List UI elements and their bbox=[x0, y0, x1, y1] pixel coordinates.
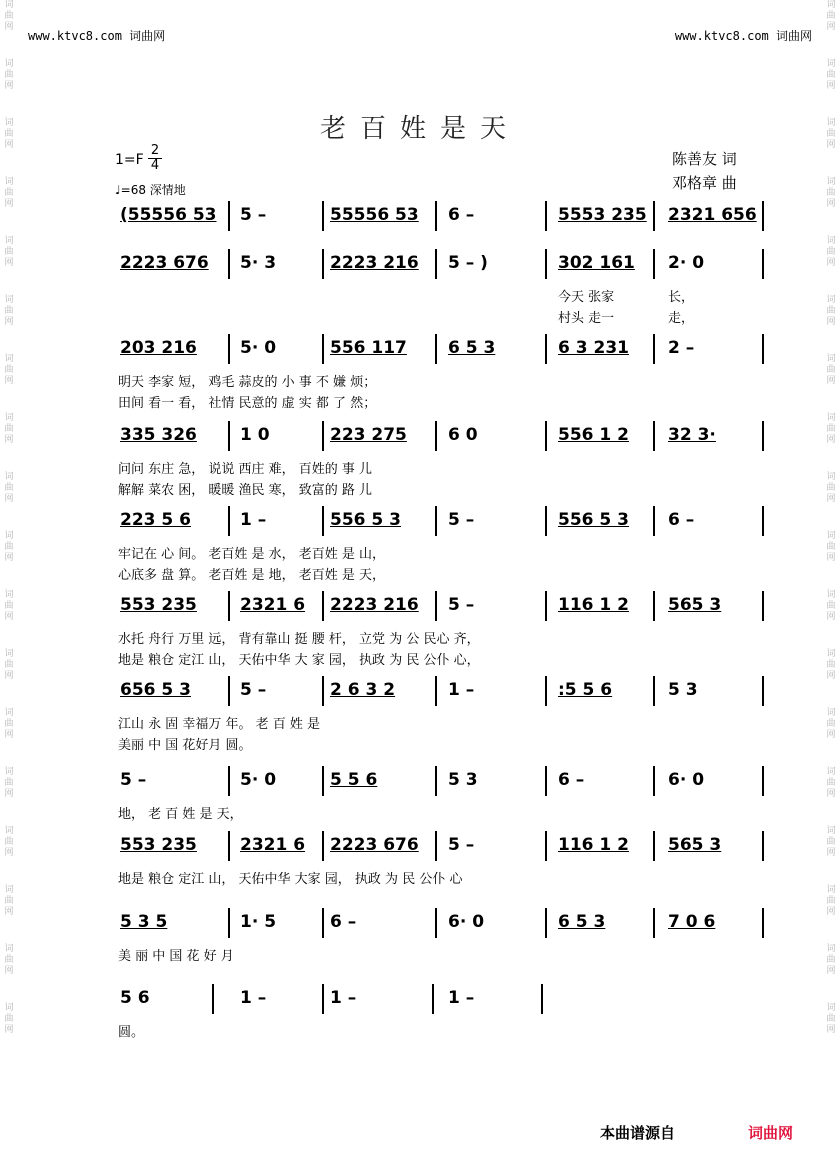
measure-notes: 5 – bbox=[448, 595, 475, 615]
bar-line bbox=[435, 334, 437, 364]
measure-notes: 116 1 2 bbox=[558, 595, 629, 615]
lyric-verse-1: 长， bbox=[668, 290, 695, 305]
bar-line bbox=[762, 334, 764, 364]
time-sig-top: 2 bbox=[148, 144, 162, 159]
bar-line bbox=[228, 831, 230, 861]
bar-line bbox=[435, 831, 437, 861]
measure-notes: 1 – bbox=[240, 988, 267, 1008]
measure-notes: 2223 676 bbox=[330, 835, 419, 855]
bar-line bbox=[545, 831, 547, 861]
tempo-marking: ♩=68 深情地 bbox=[115, 183, 186, 197]
bar-line bbox=[435, 506, 437, 536]
measure-notes: 203 216 bbox=[120, 338, 197, 358]
lyric-verse-1: 今天 张家 bbox=[558, 290, 615, 305]
measure-notes: 1 – bbox=[330, 988, 357, 1008]
measure-notes: 6 – bbox=[668, 510, 695, 530]
bar-line bbox=[435, 766, 437, 796]
bar-line bbox=[432, 984, 434, 1014]
measure-notes: 556 5 3 bbox=[558, 510, 629, 530]
bar-line bbox=[653, 249, 655, 279]
lyric-verse-2: 村头 走一 bbox=[558, 311, 615, 326]
bar-line bbox=[435, 676, 437, 706]
measure-notes: 5 – bbox=[448, 510, 475, 530]
bar-line bbox=[762, 908, 764, 938]
bar-line bbox=[228, 591, 230, 621]
measure-notes: 5 – bbox=[120, 770, 147, 790]
lyric-verse-1: 牢记在 心 间。 老百姓 是 水， 老百姓 是 山， bbox=[118, 547, 386, 562]
lyric-verse-2: 解解 菜农 困， 暖暖 渔民 寒， 致富的 路 儿 bbox=[118, 483, 373, 498]
measure-notes: 6 5 3 bbox=[558, 912, 606, 932]
bar-line bbox=[322, 984, 324, 1014]
bar-line bbox=[322, 201, 324, 231]
bar-line bbox=[762, 676, 764, 706]
bar-line bbox=[653, 831, 655, 861]
lyric-verse-1: 问问 东庄 急， 说说 西庄 难， 百姓的 事 儿 bbox=[118, 462, 373, 477]
bar-line bbox=[762, 766, 764, 796]
bar-line bbox=[228, 766, 230, 796]
footer-source-site[interactable]: 词曲网 bbox=[748, 1124, 794, 1142]
lyricist: 陈善友 词 bbox=[672, 150, 737, 168]
measure-notes: 2321 6 bbox=[240, 835, 306, 855]
composer: 邓格章 曲 bbox=[672, 174, 737, 192]
measure-notes: 6 3 231 bbox=[558, 338, 629, 358]
bar-line bbox=[435, 249, 437, 279]
measure-notes: 553 235 bbox=[120, 595, 197, 615]
bar-line bbox=[545, 421, 547, 451]
measure-notes: 6 0 bbox=[448, 425, 478, 445]
footer-source-label: 本曲谱源自 bbox=[600, 1124, 676, 1142]
bar-line bbox=[435, 591, 437, 621]
measure-notes: 6· 0 bbox=[448, 912, 485, 932]
measure-notes: 2 – bbox=[668, 338, 695, 358]
bar-line bbox=[435, 201, 437, 231]
bar-line bbox=[322, 831, 324, 861]
measure-notes: 335 326 bbox=[120, 425, 197, 445]
bar-line bbox=[653, 506, 655, 536]
measure-notes: 6 – bbox=[330, 912, 357, 932]
bar-line bbox=[322, 676, 324, 706]
measure-notes: 116 1 2 bbox=[558, 835, 629, 855]
bar-line bbox=[653, 421, 655, 451]
measure-notes: 565 3 bbox=[668, 835, 722, 855]
bar-line bbox=[322, 591, 324, 621]
measure-notes: 6 5 3 bbox=[448, 338, 496, 358]
bar-line bbox=[435, 421, 437, 451]
watermark-right: 词 曲 网 词 曲 网 词 曲 网 词 曲 网 词 曲 网 词 曲 网 词 曲 网 词 曲 网 词 曲 网 词 曲 网 词 曲 网 词 曲 网 词 曲 网 词 曲 网 词 曲 网 词 曲 网 词 曲 网 词 曲 网 bbox=[826, 0, 836, 1035]
time-sig-bottom: 4 bbox=[150, 158, 160, 173]
measure-notes: 2 6 3 2 bbox=[330, 680, 396, 700]
header-left: www.ktvc8.com 词曲网 bbox=[28, 29, 166, 43]
measure-notes: 1 0 bbox=[240, 425, 270, 445]
measure-notes: 556 1 2 bbox=[558, 425, 629, 445]
measure-notes: 1 – bbox=[448, 988, 475, 1008]
bar-line bbox=[653, 591, 655, 621]
bar-line bbox=[545, 249, 547, 279]
bar-line bbox=[322, 766, 324, 796]
measure-notes: 2223 216 bbox=[330, 253, 419, 273]
bar-line bbox=[228, 676, 230, 706]
measure-notes: 2223 216 bbox=[330, 595, 419, 615]
measure-notes: 1 – bbox=[448, 680, 475, 700]
lyric-verse-2: 走， bbox=[668, 311, 695, 326]
bar-line bbox=[545, 766, 547, 796]
measure-notes: :5 5 6 bbox=[558, 680, 613, 700]
bar-line bbox=[541, 984, 543, 1014]
bar-line bbox=[322, 334, 324, 364]
measure-notes: 5 – bbox=[448, 835, 475, 855]
lyric-verse-1: 明天 李家 短， 鸡毛 蒜皮的 小 事 不 嫌 烦； bbox=[118, 375, 377, 390]
bar-line bbox=[762, 506, 764, 536]
measure-notes: 5· 0 bbox=[240, 770, 277, 790]
bar-line bbox=[228, 201, 230, 231]
measure-notes: 6· 0 bbox=[668, 770, 705, 790]
measure-notes: 223 275 bbox=[330, 425, 407, 445]
bar-line bbox=[322, 506, 324, 536]
measure-notes: 5 6 bbox=[120, 988, 150, 1008]
measure-notes: 1· 5 bbox=[240, 912, 277, 932]
bar-line bbox=[545, 591, 547, 621]
bar-line bbox=[545, 334, 547, 364]
measure-notes: 2321 656 bbox=[668, 205, 757, 225]
bar-line bbox=[762, 201, 764, 231]
bar-line bbox=[212, 984, 214, 1014]
measure-notes: 656 5 3 bbox=[120, 680, 191, 700]
measure-notes: 5 3 bbox=[668, 680, 698, 700]
measure-notes: 556 5 3 bbox=[330, 510, 401, 530]
bar-line bbox=[762, 831, 764, 861]
measure-notes: 32 3· bbox=[668, 425, 716, 445]
measure-notes: 2· 0 bbox=[668, 253, 705, 273]
bar-line bbox=[228, 421, 230, 451]
measure-notes: 5 3 bbox=[448, 770, 478, 790]
bar-line bbox=[545, 908, 547, 938]
lyric-verse-1: 地， 老 百 姓 是 天， bbox=[118, 807, 243, 822]
lyric-verse-2: 地是 粮仓 定江 山， 天佑中华 大 家 园， 执政 为 民 公仆 心， bbox=[118, 653, 480, 668]
bar-line bbox=[762, 591, 764, 621]
measure-notes: 302 161 bbox=[558, 253, 635, 273]
measure-notes: 5 3 5 bbox=[120, 912, 168, 932]
bar-line bbox=[322, 249, 324, 279]
bar-line bbox=[653, 334, 655, 364]
header-right: www.ktvc8.com 词曲网 bbox=[674, 29, 812, 43]
bar-line bbox=[653, 908, 655, 938]
measure-notes: 5 – bbox=[240, 205, 267, 225]
bar-line bbox=[653, 766, 655, 796]
bar-line bbox=[545, 201, 547, 231]
lyric-verse-1: 美 丽 中 国 花 好 月 bbox=[118, 949, 234, 964]
measure-notes: 553 235 bbox=[120, 835, 197, 855]
bar-line bbox=[653, 201, 655, 231]
bar-line bbox=[228, 249, 230, 279]
measure-notes: 6 – bbox=[448, 205, 475, 225]
measure-notes: 6 – bbox=[558, 770, 585, 790]
measure-notes: 5 – bbox=[240, 680, 267, 700]
measure-notes: 1 – bbox=[240, 510, 267, 530]
key-signature: 1=F bbox=[115, 152, 144, 168]
lyric-verse-2: 美丽 中 国 花好月 圆。 bbox=[118, 738, 252, 753]
measure-notes: 565 3 bbox=[668, 595, 722, 615]
measure-notes: 5 – ) bbox=[448, 253, 488, 273]
lyric-verse-2: 田间 看一 看， 社情 民意的 虚 实 都 了 然； bbox=[118, 396, 377, 411]
lyric-verse-1: 圆。 bbox=[118, 1025, 145, 1040]
measure-notes: 5· 3 bbox=[240, 253, 277, 273]
lyric-verse-1: 地是 粮仓 定江 山， 天佑中华 大家 园， 执政 为 民 公仆 心 bbox=[118, 872, 463, 887]
measure-notes: 223 5 6 bbox=[120, 510, 191, 530]
bar-line bbox=[653, 676, 655, 706]
page-title: 老百姓是天 bbox=[319, 114, 520, 144]
measure-notes: 556 117 bbox=[330, 338, 407, 358]
lyric-verse-2: 心底多 盘 算。 老百姓 是 地， 老百姓 是 天， bbox=[118, 568, 386, 583]
lyric-verse-1: 水托 舟行 万里 远， 背有靠山 挺 腰 杆， 立党 为 公 民心 齐， bbox=[118, 632, 480, 647]
measure-notes: 5· 0 bbox=[240, 338, 277, 358]
measure-notes: 7 0 6 bbox=[668, 912, 716, 932]
measure-notes: 5553 235 bbox=[558, 205, 647, 225]
bar-line bbox=[762, 421, 764, 451]
bar-line bbox=[545, 676, 547, 706]
bar-line bbox=[545, 506, 547, 536]
measure-notes: 55556 53 bbox=[330, 205, 419, 225]
measure-notes: 5 5 6 bbox=[330, 770, 378, 790]
bar-line bbox=[228, 908, 230, 938]
measure-notes: 2321 6 bbox=[240, 595, 306, 615]
measure-notes: 2223 676 bbox=[120, 253, 209, 273]
watermark-left: 词 曲 网 词 曲 网 词 曲 网 词 曲 网 词 曲 网 词 曲 网 词 曲 网 词 曲 网 词 曲 网 词 曲 网 词 曲 网 词 曲 网 词 曲 网 词 曲 网 词 曲 网 词 曲 网 词 曲 网 词 曲 网 bbox=[4, 0, 14, 1035]
bar-line bbox=[228, 506, 230, 536]
measure-notes: (55556 53 bbox=[120, 205, 217, 225]
lyric-verse-1: 江山 永 固 幸福万 年。 老 百 姓 是 bbox=[118, 717, 321, 732]
bar-line bbox=[435, 908, 437, 938]
bar-line bbox=[228, 334, 230, 364]
bar-line bbox=[762, 249, 764, 279]
bar-line bbox=[322, 421, 324, 451]
bar-line bbox=[322, 908, 324, 938]
